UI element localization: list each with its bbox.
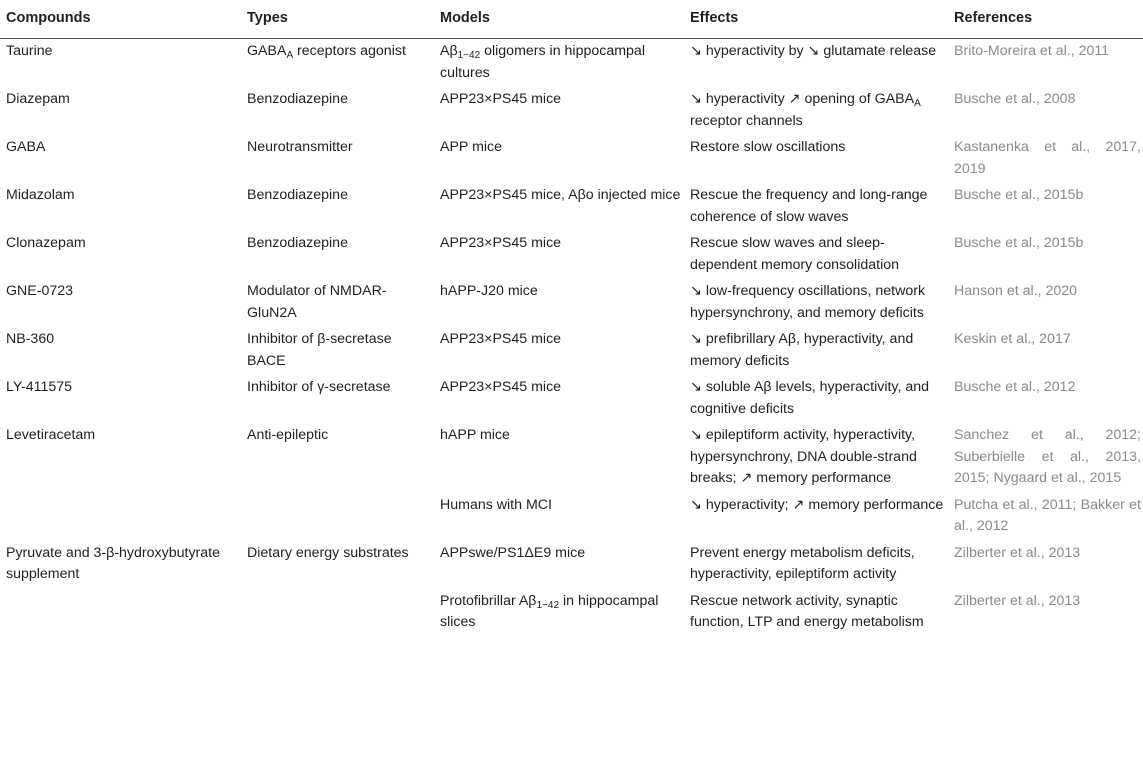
type-cell: Inhibitor of γ-secretase xyxy=(247,379,391,395)
reference-cell: Sanchez et al., 2012; Suberbielle et al., 2013, 2015; Nygaard et al., 2015 xyxy=(954,427,1141,486)
model-cell: APP23×PS45 mice xyxy=(440,331,562,347)
model-cell: APP23×PS45 mice xyxy=(440,379,562,395)
model-cell: hAPP mice xyxy=(440,427,510,443)
model-cell: Humans with MCI xyxy=(440,496,552,513)
type-cell: Neurotransmitter xyxy=(247,139,353,155)
table-row xyxy=(0,590,1143,638)
type-cell: Dietary energy substrates xyxy=(247,544,409,561)
compound-cell: Pyruvate and 3-β-hydroxybutyrate supplement xyxy=(6,544,220,582)
table-row xyxy=(0,280,1143,328)
effect-cell: ↘ soluble Aβ levels, hyperactivity, and cognitive deficits xyxy=(690,379,930,417)
reference-cell: Hanson et al., 2020 xyxy=(954,283,1078,299)
reference-cell: Putcha et al., 2011; Bakker et al., 2012 xyxy=(954,496,1141,534)
reference-cell: Busche et al., 2015b xyxy=(954,187,1084,203)
table-row xyxy=(0,328,1143,376)
effect-cell: ↘ hyperactivity by ↘ glutamate release xyxy=(690,43,937,59)
effect-cell: Restore slow oscillations xyxy=(690,139,846,155)
compound-cell: NB-360 xyxy=(6,331,55,347)
model-cell: APP23×PS45 mice xyxy=(440,235,562,251)
compound-cell: Taurine xyxy=(6,43,53,59)
type-cell: Benzodiazepine xyxy=(247,91,348,107)
effect-cell: Rescue the frequency and long-range coherence of slow waves xyxy=(690,187,928,225)
effect-cell: ↘ hyperactivity; ↗ memory performance xyxy=(690,496,944,513)
model-cell: hAPP-J20 mice xyxy=(440,283,538,299)
effect-cell: Rescue network activity, synaptic function, LTP and energy metabolism xyxy=(690,592,924,630)
header-models: Models xyxy=(434,0,684,39)
type-cell: $GABA_A$ receptors agonist xyxy=(247,43,406,61)
header-types: Types xyxy=(241,0,434,39)
effect-cell: Rescue slow waves and sleep-dependent memory consolidation xyxy=(690,235,900,273)
table-row xyxy=(0,376,1143,424)
model-cell: APPswe/PS1ΔE9 mice xyxy=(440,544,586,561)
type-cell: Benzodiazepine xyxy=(247,187,348,203)
compound-cell xyxy=(0,590,241,638)
compound-cell: Levetiracetam xyxy=(6,427,96,443)
compound-cell xyxy=(0,494,241,542)
compound-cell: Clonazepam xyxy=(6,235,86,251)
reference-cell: Zilberter et al., 2013 xyxy=(954,544,1081,561)
compound-cell: GABA xyxy=(6,139,46,155)
type-cell: Modulator of NMDAR-GluN2A xyxy=(247,283,387,321)
type-cell: Inhibitor of β-secretase BACE xyxy=(247,331,392,369)
reference-cell: Zilberter et al., 2013 xyxy=(954,592,1081,609)
reference-cell: Busche et al., 2008 xyxy=(954,91,1076,107)
reference-cell: Brito-Moreira et al., 2011 xyxy=(954,43,1110,59)
table-row xyxy=(0,232,1143,280)
table-row xyxy=(0,88,1143,136)
effect-cell: ↘ epileptiform activity, hyperactivity, hypersynchrony, DNA double-strand breaks; ↗ memory performance xyxy=(690,427,917,486)
table-row xyxy=(0,424,1143,494)
effect-cell: ↘ hyperactivity ↗ opening of $GABA_A$ receptor channels xyxy=(690,91,921,129)
header-row xyxy=(0,0,1143,39)
reference-cell: Busche et al., 2012 xyxy=(954,379,1076,395)
effect-cell: ↘ prefibrillary Aβ, hyperactivity, and memory deficits xyxy=(690,331,914,369)
type-cell: Benzodiazepine xyxy=(247,235,348,251)
header-effects: Effects xyxy=(684,0,948,39)
header-compounds: Compounds xyxy=(0,0,241,39)
compound-cell: Diazepam xyxy=(6,91,70,107)
reference-cell: Busche et al., 2015b xyxy=(954,235,1084,251)
compound-cell: GNE-0723 xyxy=(6,283,74,299)
type-cell xyxy=(241,590,434,638)
reference-cell: Kastanenka et al., 2017, 2019 xyxy=(954,139,1141,177)
model-cell: APP23×PS45 mice xyxy=(440,91,562,107)
table-row xyxy=(0,136,1143,184)
compound-cell: LY-411575 xyxy=(6,379,73,395)
table-row xyxy=(0,184,1143,232)
table-row xyxy=(0,494,1143,542)
model-cell: APP23×PS45 mice, Aβo injected mice xyxy=(440,187,681,203)
table-row xyxy=(0,39,1143,89)
type-cell: Anti-epileptic xyxy=(247,427,329,443)
effect-cell: ↘ low-frequency oscillations, network hypersynchrony, and memory deficits xyxy=(690,283,926,321)
model-cell: $A\beta_{1-42}$ oligomers in hippocampal cultures xyxy=(440,43,645,81)
compound-cell: Midazolam xyxy=(6,187,75,203)
type-cell xyxy=(241,494,434,542)
effect-cell: Prevent energy metabolism deficits, hyperactivity, epileptiform activity xyxy=(690,544,915,582)
header-references: References xyxy=(948,0,1143,39)
model-cell: APP mice xyxy=(440,139,503,155)
reference-cell: Keskin et al., 2017 xyxy=(954,331,1071,347)
table-row xyxy=(0,542,1143,590)
model-cell: Protofibrillar $A\beta_{1-42}$ in hippocampal slices xyxy=(440,592,659,630)
